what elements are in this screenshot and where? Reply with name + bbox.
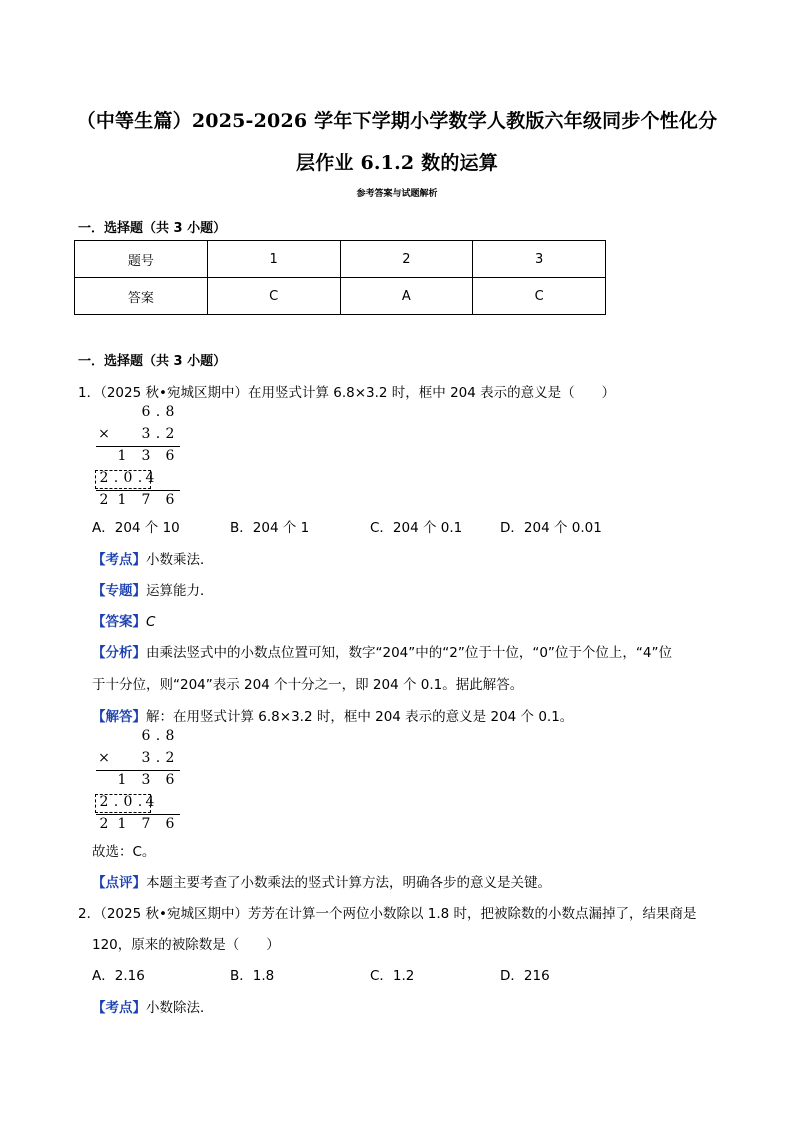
vc1-digit: .: [137, 470, 143, 486]
vc1-digit: 3: [141, 426, 151, 442]
table-cell-answer-3: C: [473, 278, 606, 315]
vc2-digit: 8: [165, 728, 175, 744]
vc2-digit: .: [113, 794, 119, 810]
vc2-digit: 3: [141, 750, 151, 766]
vc2-digit: 2: [99, 794, 109, 810]
daan-tag: 【答案】: [92, 614, 146, 630]
q1-jieda: [92, 705, 573, 725]
table-cell-answer-2: A: [340, 278, 473, 315]
vc1-digit: 6: [141, 404, 151, 420]
vc2-digit: 4: [145, 794, 155, 810]
vc1-digit: 1: [117, 492, 127, 508]
vc1-digit: 2: [99, 470, 109, 486]
calc-line: [96, 490, 180, 491]
vc2-digit: 1: [117, 772, 127, 788]
vc1-digit: .: [155, 426, 161, 442]
section-heading-2: 一．选择题（共 3 小题）: [78, 354, 227, 369]
question-2-stem-1: 2．（2025 秋•宛城区期中）芳芳在计算一个两位小数除以 1.8 时，把被除数的小数点漏掉了，结果商是: [78, 906, 697, 922]
vc2-digit: 6: [165, 816, 175, 832]
multiply-sign: ×: [98, 426, 110, 442]
table-header-label: 题号: [75, 241, 208, 278]
vc1-digit: 1: [117, 448, 127, 464]
table-cell-number-2: 2: [340, 241, 473, 278]
dianping-tag: 【点评】: [92, 875, 146, 891]
q1-option-b: B．204 个 1: [230, 520, 310, 536]
kaodian-text: 小数乘法．: [146, 552, 214, 568]
fenxi-tag: 【分析】: [92, 645, 146, 661]
vertical-calculation-1: [92, 404, 192, 508]
section-heading-1: 一．选择题（共 3 小题）: [78, 221, 227, 236]
page-title: [60, 100, 734, 184]
vc1-digit: 2: [99, 492, 109, 508]
kaodian-tag: 【考点】: [92, 552, 146, 568]
vc1-digit: 4: [145, 470, 155, 486]
vc2-digit: .: [155, 728, 161, 744]
zhuanti-text: 运算能力．: [146, 583, 214, 599]
vc2-digit: .: [155, 750, 161, 766]
q1-daan: [92, 610, 155, 630]
dianping-text: 本题主要考查了小数乘法的竖式计算方法，明确各步的意义是关键。: [146, 875, 551, 891]
table-cell-number-1: 1: [207, 241, 340, 278]
q2-kaodian: [92, 996, 214, 1016]
vc2-digit: 6: [165, 772, 175, 788]
vc1-digit: .: [113, 470, 119, 486]
vc1-digit: 8: [165, 404, 175, 420]
q1-zhuanti: [92, 579, 214, 599]
fenxi-text-1: 由乘法竖式中的小数点位置可知，数字“204”中的“2”位于十位，“0”位于个位上，“4”位: [146, 645, 672, 661]
vc1-digit: 6: [165, 492, 175, 508]
q1-dianping: [92, 871, 551, 891]
vc2-digit: .: [137, 794, 143, 810]
calc-line: [96, 770, 180, 771]
vertical-calculation-2: [92, 728, 192, 832]
vc2-digit: 6: [141, 728, 151, 744]
vc2-digit: 1: [117, 816, 127, 832]
subtitle: 参考答案与试题解析: [356, 189, 438, 199]
vc1-digit: 0: [123, 470, 133, 486]
question-2-stem-2: 120，原来的被除数是（ ）: [92, 937, 280, 953]
vc1-digit: .: [155, 404, 161, 420]
q1-kaodian: [92, 548, 214, 568]
answer-table-row-numbers: [75, 241, 606, 278]
q2-option-b: B．1.8: [230, 968, 275, 984]
vc2-digit: 7: [141, 816, 151, 832]
jieda-text: 解：在用竖式计算 6.8×3.2 时，框中 204 表示的意义是 204 个 0.1。: [146, 709, 574, 725]
title-line-2: 层作业 6.1.2 数的运算: [296, 152, 498, 174]
answer-table-row-answers: [75, 278, 606, 315]
q2-option-d: D．216: [500, 968, 550, 984]
q1-option-d: D．204 个 0.01: [500, 520, 602, 536]
table-answer-label: 答案: [75, 278, 208, 315]
calc-line: [96, 814, 180, 815]
vc1-digit: 2: [165, 426, 175, 442]
q1-option-a: A．204 个 10: [92, 520, 180, 536]
vc2-digit: 2: [165, 750, 175, 766]
q2-option-c: C．1.2: [370, 968, 415, 984]
table-cell-number-3: 3: [473, 241, 606, 278]
table-cell-answer-1: C: [207, 278, 340, 315]
vc1-digit: 7: [141, 492, 151, 508]
q1-fenxi-2: 于十分位，则“204”表示 204 个十分之一，即 204 个 0.1。据此解答。: [92, 677, 524, 693]
kaodian-tag: 【考点】: [92, 1000, 146, 1016]
vc2-digit: 3: [141, 772, 151, 788]
q2-option-a: A．2.16: [92, 968, 145, 984]
vc2-digit: 2: [99, 816, 109, 832]
vc2-digit: 0: [123, 794, 133, 810]
daan-text: C: [146, 614, 156, 630]
vc1-digit: 6: [165, 448, 175, 464]
multiply-sign: ×: [98, 750, 110, 766]
calc-line: [96, 446, 180, 447]
vc1-digit: 3: [141, 448, 151, 464]
kaodian-text: 小数除法．: [146, 1000, 214, 1016]
zhuanti-tag: 【专题】: [92, 583, 146, 599]
q1-guxuan: 故选：C。: [92, 844, 156, 860]
q1-option-c: C．204 个 0.1: [370, 520, 463, 536]
answer-table: [74, 240, 606, 315]
question-1-stem: 1．（2025 秋•宛城区期中）在用竖式计算 6.8×3.2 时，框中 204 表示的意义是（ ）: [78, 385, 616, 401]
jieda-tag: 【解答】: [92, 709, 146, 725]
title-line-1: （中等生篇）2025-2026 学年下学期小学数学人教版六年级同步个性化分: [76, 110, 718, 132]
q1-fenxi-1: [92, 641, 672, 661]
